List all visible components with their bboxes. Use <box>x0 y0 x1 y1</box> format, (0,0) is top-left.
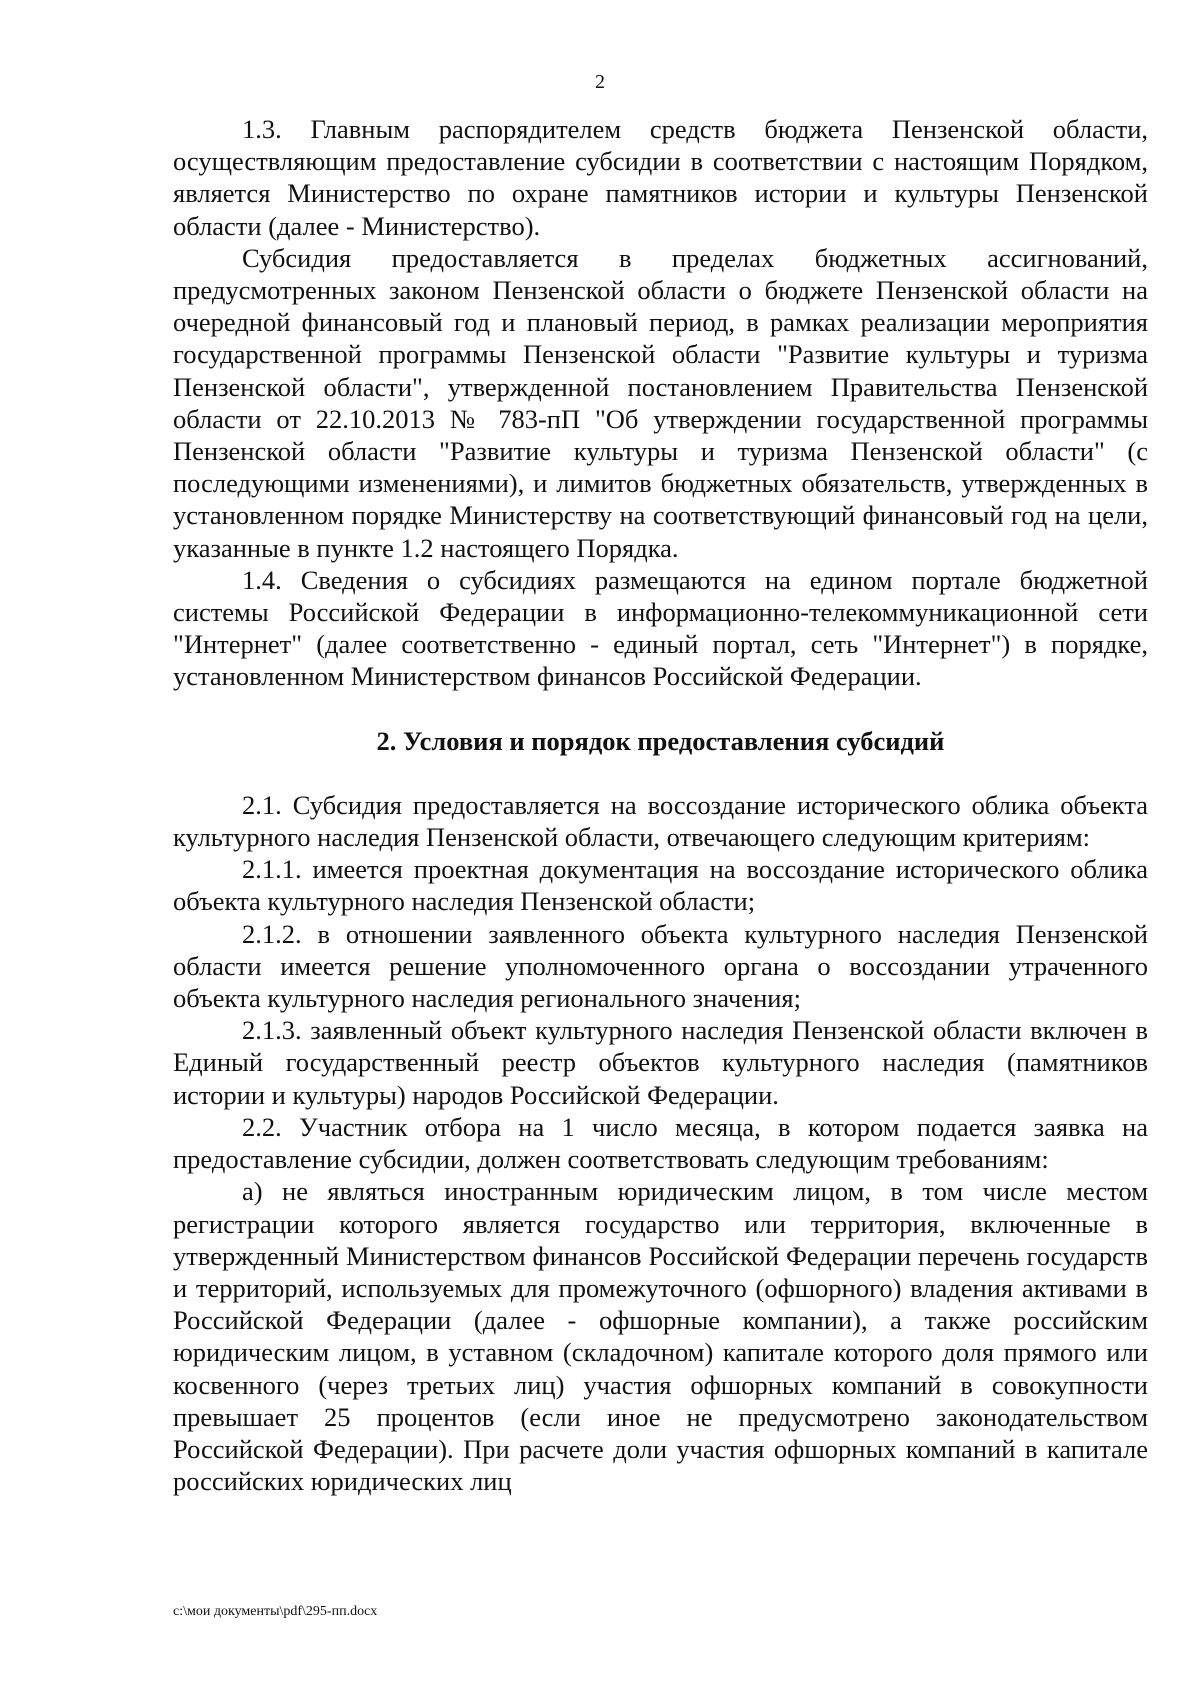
document-body <box>173 113 1148 1497</box>
paragraph-2-1-2: 2.1.2. в отношении заявленного объекта культурного наследия Пензенской области имеется решение уполномоченного органа о воссоздании утраченного объекта культурного наследия регионального значения; <box>173 918 1148 1014</box>
paragraph-2-2-a: а) не являться иностранным юридическим лицом, в том числе местом регистрации которого является государство или территория, включенные в утвержденный Министерством финансов Российской Федерации перечень государств и территорий, используемых для промежуточного (офшорного) владения активами в Российской Федерации (далее - офшорные компании), а также российским юридическим лицом, в уставном (складочном) капитале которого доля прямого или косвенного (через третьих лиц) участия офшорных компаний в совокупности превышает 25 процентов (если иное не предусмотрено законодательством Российской Федерации). При расчете доли участия офшорных компаний в капитале российских юридических лиц <box>173 1176 1148 1497</box>
paragraph-2-1-3: 2.1.3. заявленный объект культурного наследия Пензенской области включен в Единый государственный реестр объектов культурного наследия (памятников истории и культуры) народов Российской Федерации. <box>173 1015 1148 1110</box>
paragraph-1-4: 1.4. Сведения о субсидиях размещаются на едином портале бюджетной системы Российской Федерации в информационно-телекоммуникационной сети "Интернет" (далее соответственно - единый портал, сеть "Интернет") в порядке, установленном Министерством финансов Российской Федерации. <box>173 564 1148 692</box>
paragraph-2-2: 2.2. Участник отбора на 1 число месяца, в котором подается заявка на предоставление субсидии, должен соответствовать следующим требованиям: <box>173 1111 1148 1175</box>
paragraph-subsidy-limits: Субсидия предоставляется в пределах бюджетных ассигнований, предусмотренных законом Пензенской области о бюджете Пензенской области на очередной финансовый год и плановый период, в рамках реализации мероприятия государственной программы Пензенской области "Развитие культуры и туризма Пензенской области", утвержденной постановлением Правительства Пензенской области от 22.10.2013 № 783-пП "Об утверждении государственной программы Пензенской области "Развитие культуры и туризма Пензенской области" (с последующими изменениями), и лимитов бюджетных обязательств, утвержденных в установленном порядке Министерству на соответствующий финансовый год на цели, указанные в пункте 1.2 настоящего Порядка. <box>173 242 1148 563</box>
page-number: 2 <box>595 71 605 93</box>
paragraph-2-1-1: 2.1.1. имеется проектная документация на воссоздание исторического облика объекта культурного наследия Пензенской области; <box>173 854 1148 917</box>
paragraph-2-1: 2.1. Субсидия предоставляется на воссоздание исторического облика объекта культурного наследия Пензенской области, отвечающего следующим критериям: <box>173 789 1148 853</box>
section-heading: 2. Условия и порядок предоставления субсидий <box>376 725 945 756</box>
paragraph-1-3: 1.3. Главным распорядителем средств бюджета Пензенской области, осуществляющим предоставление субсидии в соответствии с настоящим Порядком, является Министерство по охране памятников истории и культуры Пензенской области (далее - Министерство). <box>173 114 1148 241</box>
footer-file-path: c:\мои документы\pdf\295-пп.docx <box>173 1604 378 1619</box>
